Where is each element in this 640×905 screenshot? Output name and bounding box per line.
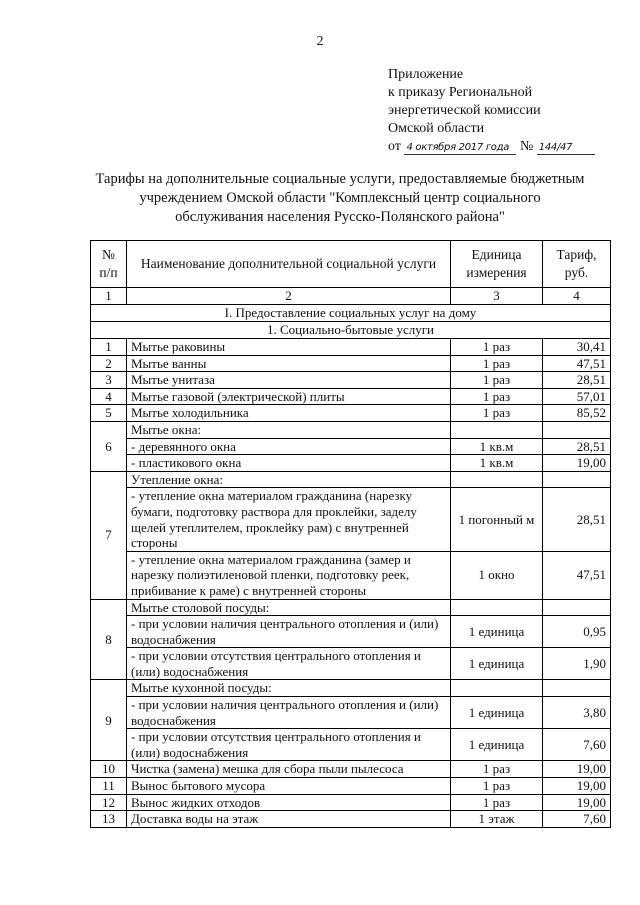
column-number: 1 — [91, 288, 127, 305]
row-unit: 1 раз — [451, 778, 543, 795]
row-tariff: 3,80 — [543, 697, 611, 729]
table-subrow — [91, 729, 611, 761]
row-num: 7 — [91, 471, 127, 599]
row-tariff: 85,52 — [543, 405, 611, 422]
column-number: 3 — [451, 288, 543, 305]
appendix-block — [388, 66, 595, 156]
appendix-line: энергетической комиссии — [388, 103, 541, 118]
row-group-name: Мытье столовой посуды: — [127, 599, 451, 616]
table-subrow — [91, 438, 611, 455]
header-num: № п/п — [91, 241, 127, 288]
row-unit: 1 кв.м — [451, 438, 543, 455]
row-unit: 1 раз — [451, 372, 543, 389]
row-tariff: 47,51 — [543, 551, 611, 599]
row-tariff: 47,51 — [543, 355, 611, 372]
table-row — [91, 372, 611, 389]
row-name: Мытье раковины — [127, 339, 451, 356]
row-tariff: 19,00 — [543, 794, 611, 811]
section-title: I. Предоставление социальных услуг на дому — [91, 305, 611, 322]
row-unit: 1 раз — [451, 761, 543, 778]
row-tariff: 7,60 — [543, 811, 611, 828]
row-unit-empty — [451, 680, 543, 697]
title-line: обслуживания населения Русско-Полянского района" — [175, 209, 505, 225]
section-row — [91, 305, 611, 322]
row-tariff: 0,95 — [543, 616, 611, 648]
row-tariff: 28,51 — [543, 372, 611, 389]
table-subrow — [91, 455, 611, 472]
row-unit-empty — [451, 421, 543, 438]
row-name: Мытье ванны — [127, 355, 451, 372]
table-row — [91, 778, 611, 795]
row-unit: 1 раз — [451, 405, 543, 422]
row-unit-empty — [451, 599, 543, 616]
row-name: - деревянного окна — [127, 438, 451, 455]
row-name: Мытье унитаза — [127, 372, 451, 389]
row-num: 2 — [91, 355, 127, 372]
row-tariff: 19,00 — [543, 778, 611, 795]
table-header-row — [91, 241, 611, 288]
table-subrow — [91, 648, 611, 680]
row-num: 12 — [91, 794, 127, 811]
row-tariff-empty — [543, 421, 611, 438]
handwritten-number: 144/47 — [537, 142, 595, 155]
row-name: Чистка (замена) мешка для сбора пыли пылесоса — [127, 761, 451, 778]
header-tariff: Тариф, руб. — [543, 241, 611, 288]
table-row — [91, 811, 611, 828]
row-num: 9 — [91, 680, 127, 761]
row-num: 8 — [91, 599, 127, 680]
row-unit: 1 единица — [451, 729, 543, 761]
table-row — [91, 599, 611, 616]
from-label: от — [388, 139, 401, 154]
row-unit: 1 окно — [451, 551, 543, 599]
row-tariff: 57,01 — [543, 388, 611, 405]
appendix-date-line — [388, 138, 595, 156]
row-tariff: 30,41 — [543, 339, 611, 356]
number-label: № — [519, 139, 534, 154]
table-row — [91, 405, 611, 422]
row-name: Мытье газовой (электрической) плиты — [127, 388, 451, 405]
row-unit: 1 раз — [451, 794, 543, 811]
row-tariff-empty — [543, 599, 611, 616]
row-group-name: Мытье кухонной посуды: — [127, 680, 451, 697]
row-name: - при условии наличия центрального отопления и (или) водоснабжения — [127, 697, 451, 729]
table-subrow — [91, 697, 611, 729]
row-unit: 1 раз — [451, 339, 543, 356]
row-unit: 1 единица — [451, 616, 543, 648]
row-tariff: 1,90 — [543, 648, 611, 680]
table-row — [91, 761, 611, 778]
table-row — [91, 388, 611, 405]
row-group-name: Мытье окна: — [127, 421, 451, 438]
document-title — [70, 170, 610, 227]
appendix-line: Приложение — [388, 67, 464, 82]
row-num: 13 — [91, 811, 127, 828]
row-name: Доставка воды на этаж — [127, 811, 451, 828]
row-tariff: 7,60 — [543, 729, 611, 761]
tariffs-table — [90, 240, 611, 828]
row-name: Вынос бытового мусора — [127, 778, 451, 795]
row-unit: 1 единица — [451, 697, 543, 729]
row-name: - при условии отсутствия центрального отопления и (или) водоснабжения — [127, 648, 451, 680]
row-name: - утепление окна материалом гражданина (замер и нарезку полиэтиленовой пленки, подготовку реек, прибивание к раме) с внутренней стороны — [127, 551, 451, 599]
row-tariff-empty — [543, 471, 611, 488]
row-unit: 1 этаж — [451, 811, 543, 828]
table-row — [91, 680, 611, 697]
column-number: 4 — [543, 288, 611, 305]
row-unit: 1 раз — [451, 355, 543, 372]
header-unit: Единица измерения — [451, 241, 543, 288]
row-unit-empty — [451, 471, 543, 488]
row-num: 4 — [91, 388, 127, 405]
row-num: 6 — [91, 421, 127, 471]
row-num: 3 — [91, 372, 127, 389]
handwritten-date: 4 октября 2017 года — [404, 142, 516, 155]
row-unit: 1 раз — [451, 388, 543, 405]
title-line: учреждением Омской области "Комплексный центр социального — [139, 190, 541, 206]
table-row — [91, 355, 611, 372]
row-unit: 1 единица — [451, 648, 543, 680]
row-name: Мытье холодильника — [127, 405, 451, 422]
row-tariff: 19,00 — [543, 455, 611, 472]
header-name: Наименование дополнительной социальной услуги — [127, 241, 451, 288]
column-number: 2 — [127, 288, 451, 305]
table-row — [91, 421, 611, 438]
subsection-title: 1. Социально-бытовые услуги — [91, 322, 611, 339]
subsection-row — [91, 322, 611, 339]
row-name: Вынос жидких отходов — [127, 794, 451, 811]
row-num: 1 — [91, 339, 127, 356]
table-row — [91, 471, 611, 488]
row-num: 10 — [91, 761, 127, 778]
table-row — [91, 339, 611, 356]
row-name: - пластикового окна — [127, 455, 451, 472]
row-num: 11 — [91, 778, 127, 795]
appendix-line: к приказу Региональной — [388, 85, 533, 100]
title-line: Тарифы на дополнительные социальные услуги, предоставляемые бюджетным — [95, 171, 585, 187]
table-subrow — [91, 551, 611, 599]
row-tariff: 28,51 — [543, 438, 611, 455]
column-number-row — [91, 288, 611, 305]
row-group-name: Утепление окна: — [127, 471, 451, 488]
row-num: 5 — [91, 405, 127, 422]
page-number: 2 — [316, 34, 324, 49]
row-tariff: 28,51 — [543, 488, 611, 551]
table-row — [91, 794, 611, 811]
row-tariff-empty — [543, 680, 611, 697]
row-unit: 1 погонный м — [451, 488, 543, 551]
row-tariff: 19,00 — [543, 761, 611, 778]
row-name: - при условии отсутствия центрального отопления и (или) водоснабжения — [127, 729, 451, 761]
appendix-line: Омской области — [388, 121, 485, 136]
row-name: - утепление окна материалом гражданина (нарезку бумаги, подготовку раствора для проклейки, заделу щелей утеплителем, проклейку рам) с внутренней стороны — [127, 488, 451, 551]
row-unit: 1 кв.м — [451, 455, 543, 472]
row-name: - при условии наличия центрального отопления и (или) водоснабжения — [127, 616, 451, 648]
table-subrow — [91, 488, 611, 551]
table-subrow — [91, 616, 611, 648]
